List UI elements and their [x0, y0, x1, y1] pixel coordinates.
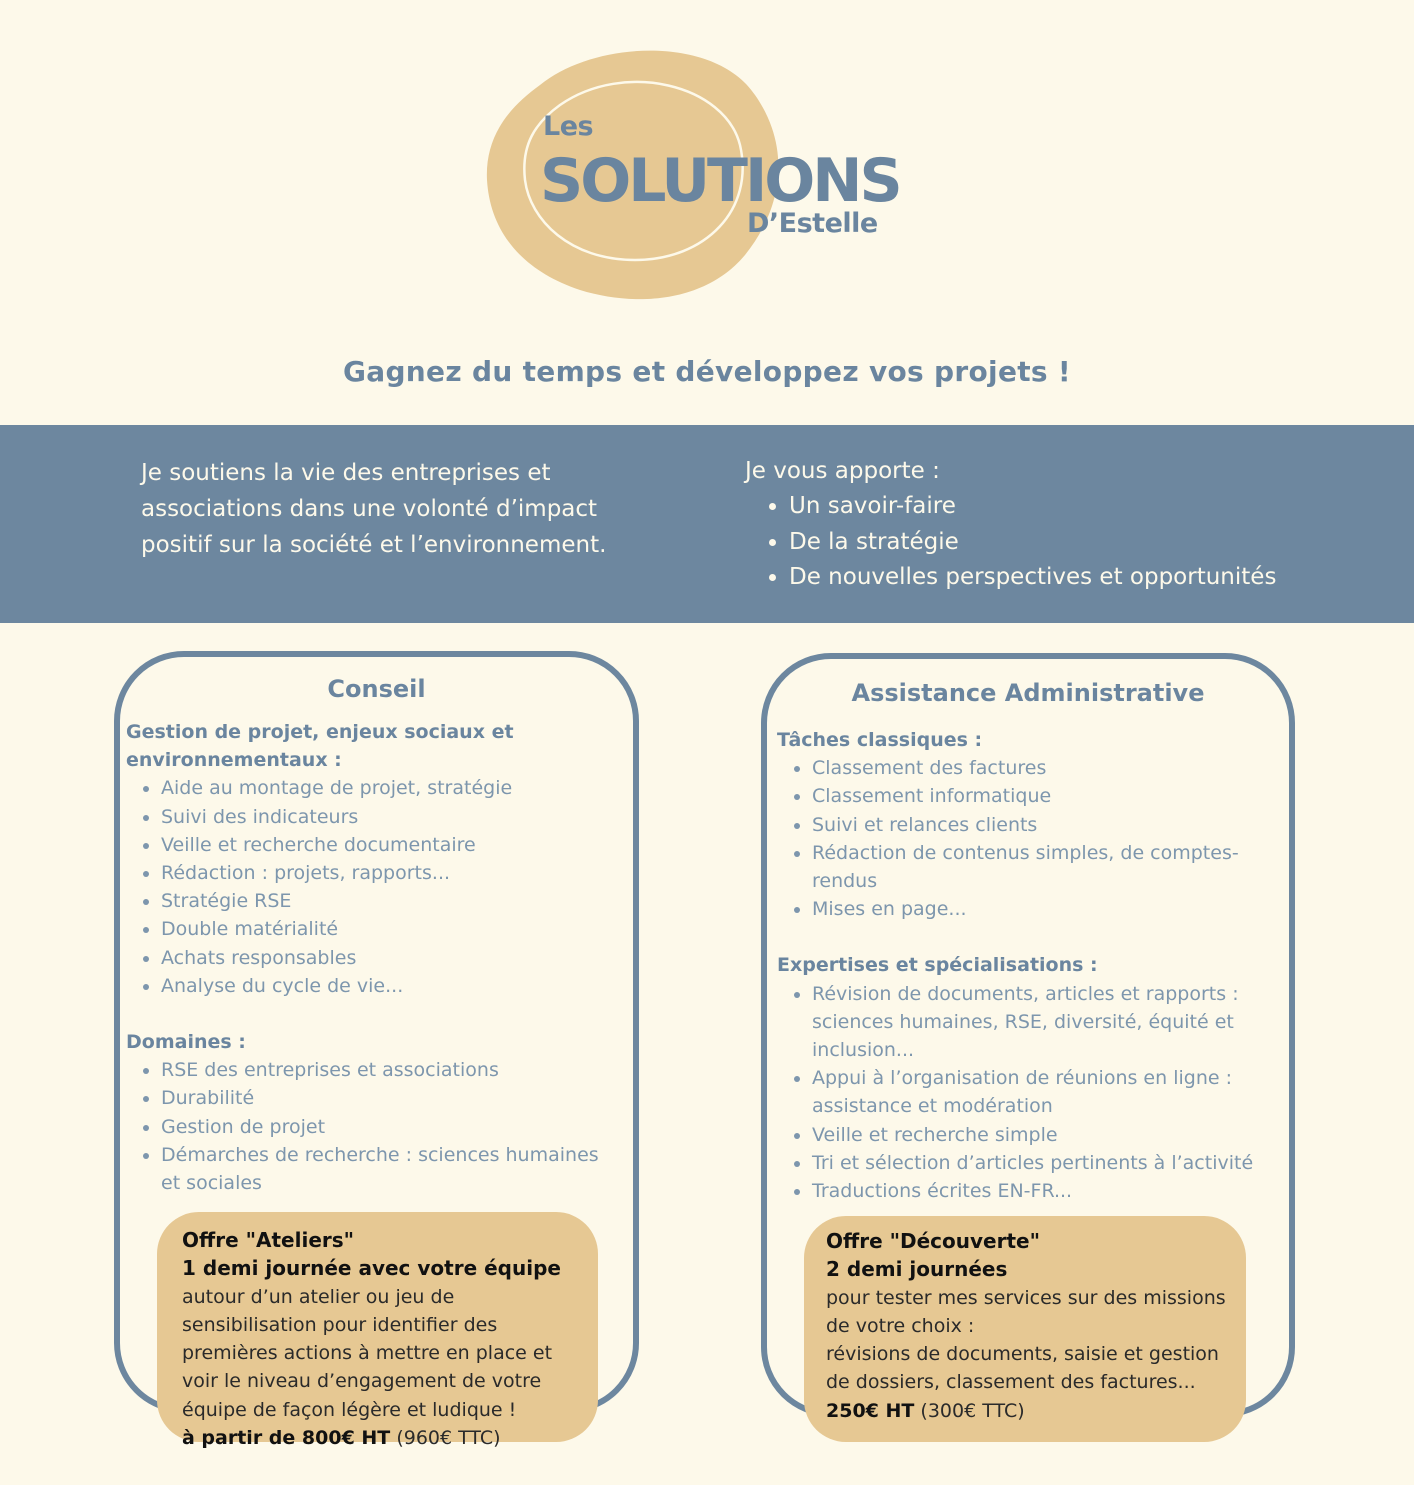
list-item: • Suivi et relances clients: [812, 811, 1287, 839]
assistance-title: Assistance Administrative: [851, 679, 1205, 707]
offer-price: à partir de 800€ HT: [182, 1427, 391, 1450]
conseil-section2-list: [126, 1056, 606, 1197]
offer-description: autour d’un atelier ou jeu de sensibilisation pour identifier des premières actions à mettre en place et voir le niveau d’engagement de votre équipe de façon légère et ludique !: [182, 1285, 553, 1421]
conseil-body: [126, 718, 606, 1197]
assistance-section2-list: [777, 980, 1287, 1206]
offer-price-line: [182, 1424, 598, 1452]
offer-price-ttc: (960€ TTC): [396, 1427, 501, 1450]
logo-solutions: SOLUTIONS: [540, 146, 900, 216]
intro-text: Je soutiens la vie des entreprises et associations dans une volonté d’impact positif sur la société et l’environnement.: [141, 460, 607, 558]
offer-description-detail: révisions de documents, saisie et gestion de dossiers, classement des factures...: [826, 1343, 1219, 1394]
benefit-item: • De nouvelles perspectives et opportunités: [789, 560, 1276, 596]
assistance-body: [777, 726, 1287, 1205]
list-item: • Classement des factures: [812, 754, 1287, 782]
offer-price-ttc: (300€ TTC): [920, 1399, 1025, 1422]
benefits-list: [745, 489, 1276, 596]
conseil-title: Conseil: [327, 675, 426, 703]
list-item: • Suivi des indicateurs: [161, 803, 606, 831]
list-item: • Tri et sélection d’articles pertinents à l’activité: [812, 1149, 1287, 1177]
benefits-intro: Je vous apporte :: [745, 458, 940, 484]
intro-band: [0, 425, 1414, 623]
list-item: • Double matérialité: [161, 915, 606, 943]
conseil-section2-title: Domaines :: [126, 1031, 246, 1054]
list-item: • Appui à l’organisation de réunions en ligne : assistance et modération: [812, 1064, 1287, 1120]
conseil-section1-title: Gestion de projet, enjeux sociaux et environnementaux :: [126, 721, 514, 772]
conseil-section1-list: [126, 774, 606, 1000]
offer-title: Offre "Découverte": [826, 1229, 1041, 1253]
list-item: • Démarches de recherche : sciences humaines et sociales: [161, 1141, 606, 1197]
offer-ateliers: [157, 1212, 598, 1450]
assistance-section1-title: Tâches classiques :: [777, 729, 983, 751]
list-item: • Rédaction : projets, rapports...: [161, 859, 606, 887]
list-item: • Révision de documents, articles et rapports : sciences humaines, RSE, diversité, équité et inclusion...: [812, 980, 1287, 1065]
list-item: • Veille et recherche documentaire: [161, 831, 606, 859]
tagline: Gagnez du temps et développez vos projets !: [342, 355, 1072, 388]
list-item: • Analyse du cycle de vie...: [161, 972, 606, 1000]
list-item: • Rédaction de contenus simples, de comptes-rendus: [812, 839, 1287, 895]
list-item: • Aide au montage de projet, stratégie: [161, 774, 606, 802]
list-item: • Gestion de projet: [161, 1113, 606, 1141]
list-item: • Traductions écrites EN-FR...: [812, 1177, 1287, 1205]
offer-subtitle: 1 demi journée avec votre équipe: [182, 1256, 561, 1281]
list-item: • Achats responsables: [161, 944, 606, 972]
logo-les: Les: [543, 111, 594, 142]
offer-price-line: [826, 1397, 1246, 1425]
assistance-section1-list: [777, 754, 1287, 923]
benefits: [745, 453, 1276, 596]
list-item: • Stratégie RSE: [161, 887, 606, 915]
logo-estelle: D’Estelle: [747, 208, 878, 239]
benefit-item: • De la stratégie: [789, 525, 1276, 561]
logo: [485, 45, 900, 305]
list-item: • Veille et recherche simple: [812, 1121, 1287, 1149]
list-item: • Durabilité: [161, 1084, 606, 1112]
offer-subtitle: 2 demi journées: [826, 1257, 1008, 1282]
benefit-item: • Un savoir-faire: [789, 489, 1276, 525]
offer-description: pour tester mes services sur des missions de votre choix :: [826, 1286, 1226, 1337]
list-item: • RSE des entreprises et associations: [161, 1056, 606, 1084]
offer-price: 250€ HT: [826, 1399, 915, 1422]
list-item: • Mises en page...: [812, 895, 1287, 923]
offer-decouverte: [804, 1216, 1246, 1442]
list-item: • Classement informatique: [812, 782, 1287, 810]
offer-title: Offre "Ateliers": [182, 1228, 355, 1252]
assistance-section2-title: Expertises et spécialisations :: [777, 954, 1098, 977]
